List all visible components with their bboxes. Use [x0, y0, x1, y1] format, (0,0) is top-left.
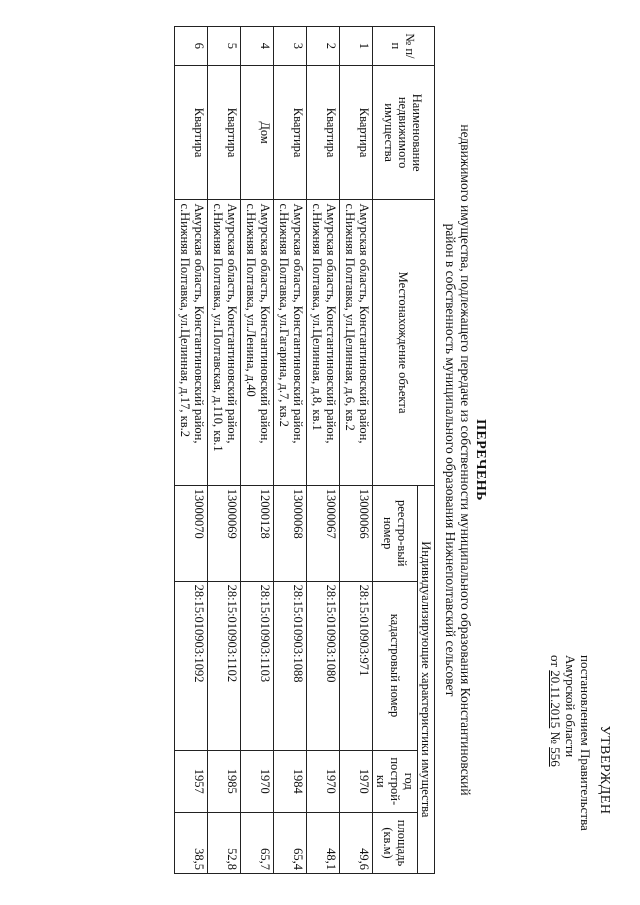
row-area: 52,8 [208, 812, 241, 873]
row-location: Амурская область, Константиновский район, с.Нижняя Полтавка, ул.Целинная, д.17, кв.2 [175, 200, 208, 485]
approval-block [548, 655, 612, 885]
row-registry-number: 13000067 [307, 485, 340, 581]
row-area: 48,1 [307, 812, 340, 873]
row-area: 49,6 [340, 812, 373, 873]
document-subtitle-line-1: недвижимого имущества, подлежащего передаче из собственности муниципального образования Константиновский [458, 124, 473, 796]
approval-line-2: Амурской области [563, 655, 578, 758]
row-build-year: 1970 [241, 750, 274, 812]
header-location: Местонахождение объекта [373, 200, 435, 485]
header-build-year: год построй-ки [373, 750, 418, 812]
row-location: Амурская область, Константиновский район, с.Нижняя Полтавка, ул.Гагарина, д.7, кв.2 [274, 200, 307, 485]
document-heading [443, 40, 488, 880]
header-cadastral-number: кадастровый номер [373, 581, 418, 750]
header-number: № п/п [373, 27, 435, 66]
row-registry-number: 13000068 [274, 485, 307, 581]
row-cadastral-number: 28:15:010903:971 [340, 581, 373, 750]
row-cadastral-number: 28:15:010903:1092 [175, 581, 208, 750]
row-cadastral-number: 28:15:010903:1080 [307, 581, 340, 750]
property-table [174, 26, 435, 874]
row-area: 65,4 [274, 812, 307, 873]
row-area: 65,7 [241, 812, 274, 873]
row-location: Амурская область, Константиновский район, с.Нижняя Полтавка, ул.Целинная, д.8, кв.1 [307, 200, 340, 485]
row-number: 6 [175, 27, 208, 66]
table-row [340, 27, 373, 874]
table-row [241, 27, 274, 874]
row-location: Амурская область, Константиновский район, с.Нижняя Полтавка, ул.Ленина, д.40 [241, 200, 274, 485]
row-build-year: 1957 [175, 750, 208, 812]
table-row [274, 27, 307, 874]
row-build-year: 1970 [340, 750, 373, 812]
row-cadastral-number: 28:15:010903:1088 [274, 581, 307, 750]
approval-date-line [548, 655, 563, 885]
row-registry-number: 13000066 [340, 485, 373, 581]
row-registry-number: 13000069 [208, 485, 241, 581]
header-area: площадь (кв.м) [373, 812, 418, 873]
document-subtitle-line-2: район в собственность муниципального образования Нижнеполтавский сельсовет [443, 223, 458, 697]
document-title: ПЕРЕЧЕНЬ [473, 419, 488, 501]
row-area: 38,5 [175, 812, 208, 873]
row-cadastral-number: 28:15:010903:1102 [208, 581, 241, 750]
row-location: Амурская область, Константиновский район, с.Нижняя Полтавка, ул.Полтавская, д.110, кв.1 [208, 200, 241, 485]
row-number: 4 [241, 27, 274, 66]
row-location: Амурская область, Константиновский район, с.Нижняя Полтавка, ул.Целинная, д.6, кв.2 [340, 200, 373, 485]
row-number: 5 [208, 27, 241, 66]
table-row [175, 27, 208, 874]
row-registry-number: 13000070 [175, 485, 208, 581]
row-name: Квартира [208, 65, 241, 200]
approval-title: УТВЕРЖДЕН [597, 725, 612, 815]
approval-number: 556 [548, 747, 563, 767]
row-name: Квартира [274, 65, 307, 200]
row-build-year: 1985 [208, 750, 241, 812]
row-registry-number: 12000128 [241, 485, 274, 581]
row-number: 3 [274, 27, 307, 66]
row-name: Квартира [175, 65, 208, 200]
table-row [208, 27, 241, 874]
row-cadastral-number: 28:15:010903:1103 [241, 581, 274, 750]
approval-date: 20.11.2015 [548, 670, 563, 729]
approval-date-prefix: от [548, 655, 563, 668]
table-row [307, 27, 340, 874]
approval-number-sign: № [548, 731, 563, 744]
approval-line-1: постановлением Правительства [578, 655, 593, 831]
header-registry-number: реестро-вый номер [373, 485, 418, 581]
row-number: 1 [340, 27, 373, 66]
row-name: Квартира [340, 65, 373, 200]
row-number: 2 [307, 27, 340, 66]
header-characteristics: Индивидуализирующие характеристики имущества [418, 485, 435, 873]
row-name: Квартира [307, 65, 340, 200]
header-name: Наименование недвижимого имущества [373, 65, 435, 200]
row-build-year: 1970 [307, 750, 340, 812]
row-build-year: 1984 [274, 750, 307, 812]
row-name: Дом [241, 65, 274, 200]
